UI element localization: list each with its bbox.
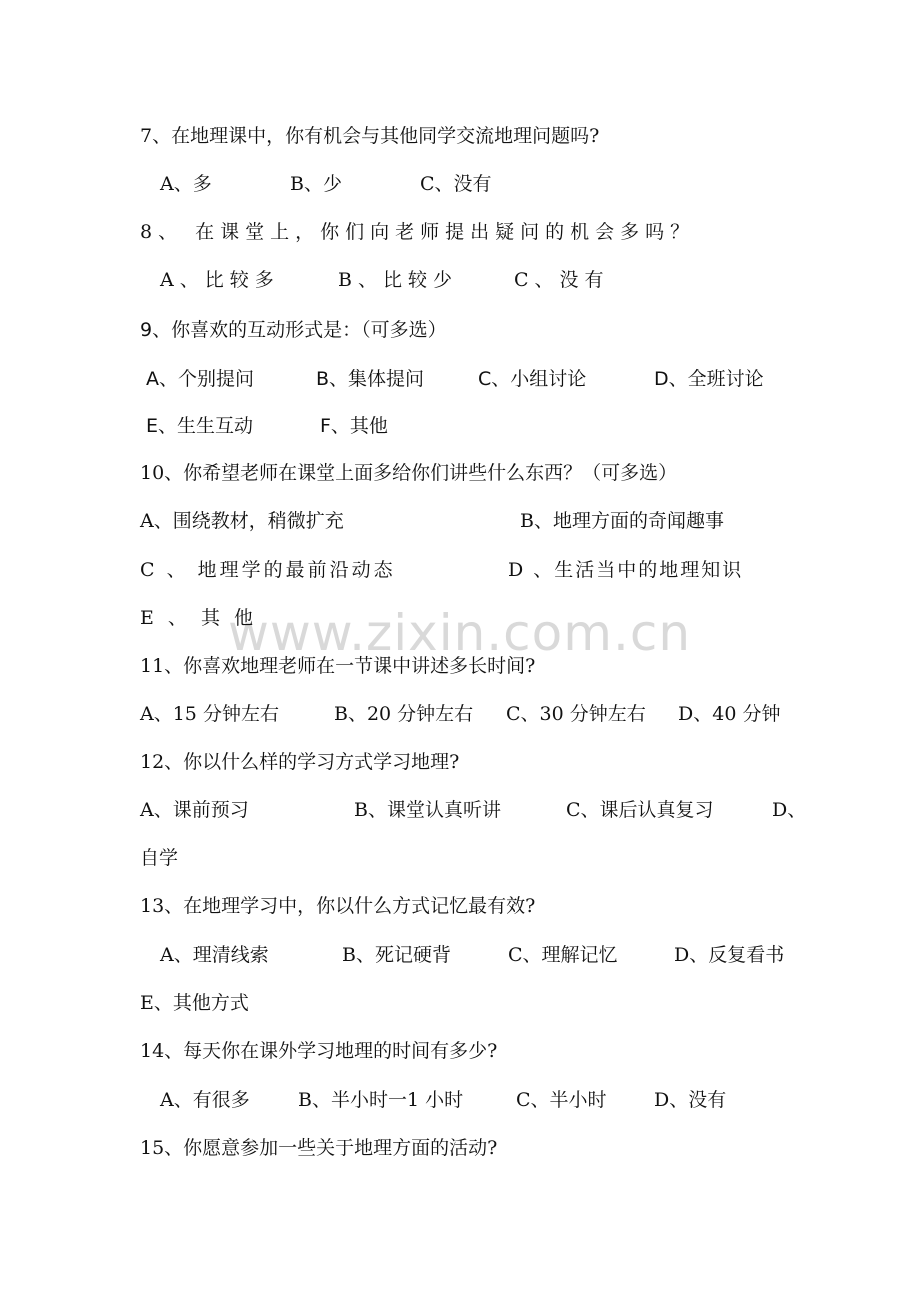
option-9a: A、个别提问 [146,368,254,390]
option-9f: F、其他 [320,415,388,437]
option-7a: A、多 [160,173,212,195]
option-13d: D、反复看书 [674,944,785,966]
option-10c: C 、 地理学的最前沿动态 [140,559,396,581]
option-14c: C、半小时 [516,1089,607,1111]
option-12a: A、课前预习 [140,799,249,821]
option-12b: B、课堂认真听讲 [354,799,501,821]
option-13a: A、理清线索 [160,944,269,966]
option-10d: D 、生活当中的地理知识 [508,559,744,581]
question-7: 7、在地理课中，你有机会与其他同学交流地理问题吗? [140,125,600,147]
question-8: 8、 在课堂上，你们向老师提出疑问的机会多吗？ [140,221,696,243]
question-15: 15、你愿意参加一些关于地理方面的活动? [140,1137,498,1159]
question-12: 12、你以什么样的学习方式学习地理? [140,751,460,773]
option-8a: A、比较多 [160,269,280,291]
option-12c: C、课后认真复习 [566,799,714,821]
option-9b: B、集体提问 [316,368,425,390]
option-11d: D、40 分钟 [678,703,781,725]
watermark: www.zixin.com.cn [228,604,692,662]
option-7b: B、少 [290,173,342,195]
option-9d: D、全班讨论 [654,368,764,390]
option-13b: B、死记硬背 [342,944,451,966]
option-12d-continued: 自学 [140,847,179,869]
option-10e: E 、 其 他 [140,607,257,629]
option-8b: B、比较少 [338,269,458,291]
option-12d: D、 [772,799,807,821]
option-11a: A、15 分钟左右 [140,703,279,725]
question-11: 11、你喜欢地理老师在一节课中讲述多长时间? [140,655,536,677]
option-11b: B、20 分钟左右 [334,703,474,725]
option-10a: A、围绕教材，稍微扩充 [140,510,344,532]
option-14b: B、半小时一1 小时 [298,1089,464,1111]
option-8c: C、没有 [514,269,610,291]
option-7c: C、没有 [420,173,492,195]
option-9e: E、生生互动 [146,415,254,437]
question-9: 9、你喜欢的互动形式是：（可多选） [140,319,447,341]
option-14a: A、有很多 [160,1089,250,1111]
option-13c: C、理解记忆 [508,944,618,966]
option-9c: C、小组讨论 [478,368,587,390]
option-11c: C、30 分钟左右 [506,703,646,725]
option-10b: B、地理方面的奇闻趣事 [520,510,724,532]
option-13e: E、其他方式 [140,992,249,1014]
question-10: 10、你希望老师在课堂上面多给你们讲些什么东西？（可多选） [140,462,678,484]
question-14: 14、每天你在课外学习地理的时间有多少? [140,1040,498,1062]
question-13: 13、在地理学习中，你以什么方式记忆最有效? [140,895,536,917]
option-14d: D、没有 [654,1089,727,1111]
